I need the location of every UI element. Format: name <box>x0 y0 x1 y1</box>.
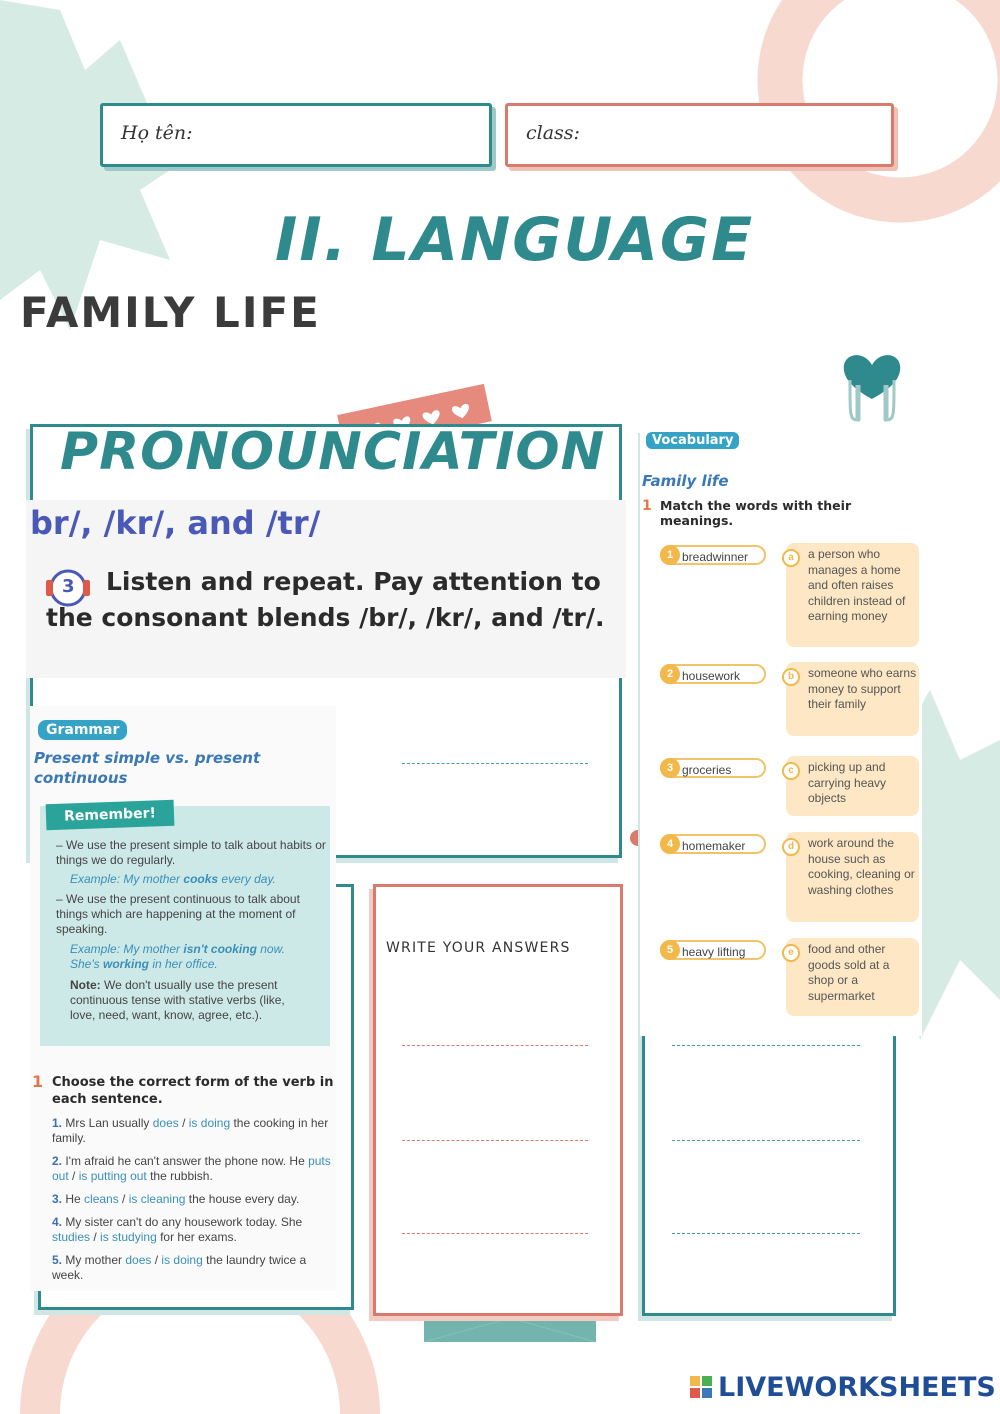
class-label: class: <box>526 122 580 144</box>
answer-line[interactable] <box>402 1233 588 1234</box>
exercise-title: Choose the correct form of the verb in each sentence. <box>52 1075 334 1107</box>
meaning-item[interactable]: a a person who manages a home and often raises children instead of earning money <box>786 543 919 647</box>
example-1: Example: My mother cooks every day. <box>70 872 276 886</box>
answer-line[interactable] <box>402 1045 588 1046</box>
rule-2: – We use the present continuous to talk about things which are happening at the moment of speaking. <box>56 892 300 936</box>
answer-line[interactable] <box>402 1140 588 1141</box>
track-number: 3 <box>62 576 75 597</box>
topic-title: FAMILY LIFE <box>20 288 321 337</box>
answer-line[interactable] <box>402 763 588 764</box>
answer-line[interactable] <box>672 1140 860 1141</box>
name-field[interactable] <box>100 103 492 167</box>
option[interactable]: is doing <box>188 1116 231 1130</box>
option[interactable]: cleans <box>84 1192 119 1206</box>
option[interactable]: is doing <box>161 1253 203 1267</box>
option[interactable]: does <box>152 1116 179 1130</box>
vocabulary-subtitle: Family life <box>642 472 729 490</box>
class-field[interactable] <box>505 103 894 167</box>
grammar-card <box>30 706 336 1291</box>
option[interactable]: is studying <box>100 1230 157 1244</box>
exercise-number: 1 <box>32 1072 44 1091</box>
exercise-item: 4. My sister can't do any housework today. She studies / is studying for her exams. <box>52 1215 303 1244</box>
word-item[interactable]: 5 heavy lifting <box>660 940 766 960</box>
rule-1: – We use the present simple to talk about habits or things we do regularly. <box>56 838 326 867</box>
option[interactable]: studies <box>52 1230 91 1244</box>
vocabulary-label: Vocabulary <box>646 432 739 449</box>
pronunciation-title: PRONOUNCIATION <box>60 422 606 482</box>
exercise-item: 1. Mrs Lan usually does / is doing the cooking in her family. <box>52 1116 329 1145</box>
word-item[interactable]: 4 homemaker <box>660 834 766 854</box>
grammar-note: Note: We don't usually use the present continuous tense with stative verbs (like, love, need, want, know, agree, etc.). <box>70 978 285 1022</box>
exercise-item: 5. My mother does / is doing the laundry twice a week. <box>52 1253 307 1282</box>
meaning-item[interactable]: d work around the house such as cooking, cleaning or washing clothes <box>786 832 919 922</box>
section-title: II. LANGUAGE <box>275 205 755 275</box>
grammar-subtitle: Present simple vs. present continuous <box>34 749 261 787</box>
pronunciation-heading: br/, /kr/, and /tr/ <box>30 504 321 542</box>
name-label: Họ tên: <box>121 122 193 144</box>
exercise-item: 3. He cleans / is cleaning the house every day. <box>52 1192 300 1206</box>
answer-line[interactable] <box>672 1233 860 1234</box>
option[interactable]: does <box>125 1253 152 1267</box>
pronunciation-card <box>26 500 626 678</box>
example-2: Example: My mother isn't cooking now. She's working in her office. <box>70 942 285 971</box>
word-item[interactable]: 1 breadwinner <box>660 545 766 565</box>
exercise-item: 2. I'm afraid he can't answer the phone now. He puts out / is putting out the rubbish. <box>52 1154 331 1183</box>
answer-line[interactable] <box>672 1045 860 1046</box>
vocabulary-card <box>640 426 922 1036</box>
pronunciation-instruction: Listen and repeat. Pay attention to the consonant blends /br/, /kr/, and /tr/. <box>46 567 605 632</box>
meaning-item[interactable]: c picking up and carrying heavy objects <box>786 756 919 816</box>
option[interactable]: puts out <box>52 1154 331 1183</box>
meaning-item[interactable]: b someone who earns money to support their family <box>786 662 919 736</box>
word-item[interactable]: 3 groceries <box>660 758 766 778</box>
meaning-item[interactable]: e food and other goods sold at a shop or a supermarket <box>786 938 919 1016</box>
logo-icon <box>690 1376 714 1402</box>
vocabulary-instruction: Match the words with their meanings. <box>660 498 852 528</box>
option[interactable]: is cleaning <box>128 1192 186 1206</box>
option[interactable]: is putting out <box>78 1169 147 1183</box>
remember-label: Remember! <box>46 800 175 830</box>
word-item[interactable]: 2 housework <box>660 664 766 684</box>
grammar-label: Grammar <box>38 720 127 740</box>
vocabulary-exercise-number: 1 <box>642 498 652 514</box>
answers-label: WRITE YOUR ANSWERS <box>386 940 571 956</box>
